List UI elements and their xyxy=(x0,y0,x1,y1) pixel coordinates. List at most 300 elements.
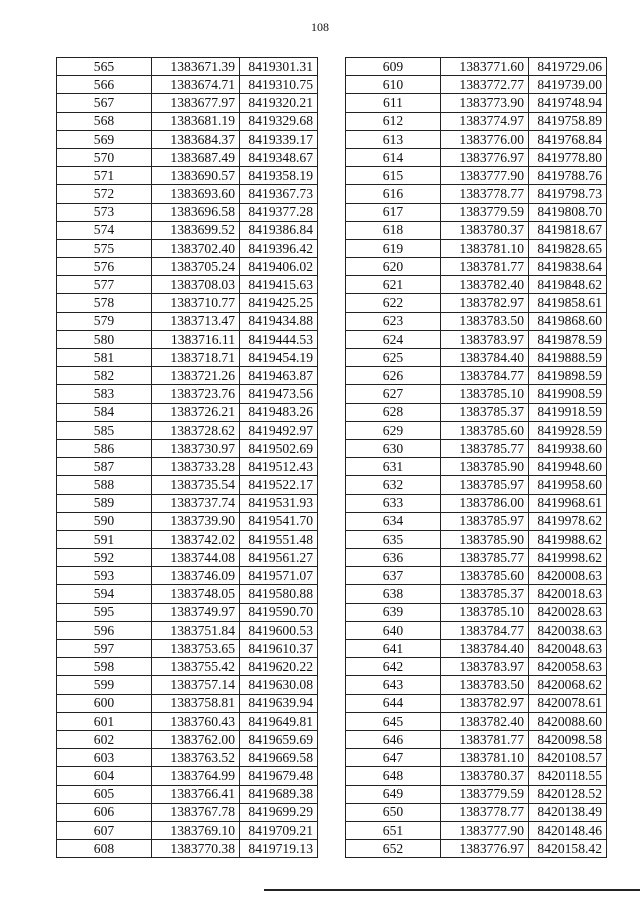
x-coordinate-cell: 1383778.77 xyxy=(441,803,529,821)
table-row xyxy=(346,94,607,112)
x-coordinate-cell: 1383735.54 xyxy=(152,476,240,494)
y-coordinate-cell: 8419339.17 xyxy=(240,130,318,148)
x-coordinate-cell: 1383742.02 xyxy=(152,530,240,548)
point-number-cell: 589 xyxy=(57,494,152,512)
y-coordinate-cell: 8419444.53 xyxy=(240,330,318,348)
x-coordinate-cell: 1383784.40 xyxy=(441,349,529,367)
y-coordinate-cell: 8419908.59 xyxy=(529,385,607,403)
x-coordinate-cell: 1383780.37 xyxy=(441,221,529,239)
table-row xyxy=(346,621,607,639)
x-coordinate-cell: 1383785.77 xyxy=(441,549,529,567)
point-number-cell: 565 xyxy=(57,58,152,76)
y-coordinate-cell: 8420048.63 xyxy=(529,640,607,658)
table-row xyxy=(57,239,318,257)
y-coordinate-cell: 8419367.73 xyxy=(240,185,318,203)
point-number-cell: 640 xyxy=(346,621,441,639)
y-coordinate-cell: 8419838.64 xyxy=(529,258,607,276)
point-number-cell: 577 xyxy=(57,276,152,294)
table-row xyxy=(346,203,607,221)
bottom-rule xyxy=(264,889,640,891)
y-coordinate-cell: 8419630.08 xyxy=(240,676,318,694)
point-number-cell: 627 xyxy=(346,385,441,403)
point-number-cell: 626 xyxy=(346,367,441,385)
point-number-cell: 566 xyxy=(57,76,152,94)
point-number-cell: 608 xyxy=(57,840,152,858)
x-coordinate-cell: 1383770.38 xyxy=(152,840,240,858)
table-row xyxy=(57,476,318,494)
x-coordinate-cell: 1383677.97 xyxy=(152,94,240,112)
x-coordinate-cell: 1383779.59 xyxy=(441,785,529,803)
x-coordinate-cell: 1383693.60 xyxy=(152,185,240,203)
table-row xyxy=(57,58,318,76)
table-row xyxy=(57,439,318,457)
y-coordinate-cell: 8419551.48 xyxy=(240,530,318,548)
y-coordinate-cell: 8420018.63 xyxy=(529,585,607,603)
y-coordinate-cell: 8419301.31 xyxy=(240,58,318,76)
x-coordinate-cell: 1383781.77 xyxy=(441,730,529,748)
table-row xyxy=(57,530,318,548)
table-row xyxy=(57,567,318,585)
table-row xyxy=(57,803,318,821)
table-row xyxy=(57,385,318,403)
x-coordinate-cell: 1383760.43 xyxy=(152,712,240,730)
point-number-cell: 637 xyxy=(346,567,441,585)
table-row xyxy=(57,221,318,239)
y-coordinate-cell: 8419868.60 xyxy=(529,312,607,330)
y-coordinate-cell: 8419512.43 xyxy=(240,458,318,476)
table-row xyxy=(57,403,318,421)
x-coordinate-cell: 1383784.77 xyxy=(441,367,529,385)
point-number-cell: 613 xyxy=(346,130,441,148)
x-coordinate-cell: 1383776.00 xyxy=(441,130,529,148)
y-coordinate-cell: 8419878.59 xyxy=(529,330,607,348)
x-coordinate-cell: 1383785.90 xyxy=(441,530,529,548)
table-row xyxy=(57,294,318,312)
y-coordinate-cell: 8419798.73 xyxy=(529,185,607,203)
table-row xyxy=(57,185,318,203)
x-coordinate-cell: 1383746.09 xyxy=(152,567,240,585)
point-number-cell: 650 xyxy=(346,803,441,821)
x-coordinate-cell: 1383785.37 xyxy=(441,585,529,603)
y-coordinate-cell: 8419320.21 xyxy=(240,94,318,112)
x-coordinate-cell: 1383684.37 xyxy=(152,130,240,148)
x-coordinate-cell: 1383772.77 xyxy=(441,76,529,94)
table-row xyxy=(346,767,607,785)
point-number-cell: 604 xyxy=(57,767,152,785)
table-row xyxy=(57,330,318,348)
table-row xyxy=(57,821,318,839)
x-coordinate-cell: 1383762.00 xyxy=(152,730,240,748)
point-number-cell: 647 xyxy=(346,749,441,767)
table-row xyxy=(57,421,318,439)
table-row xyxy=(346,276,607,294)
y-coordinate-cell: 8419600.53 xyxy=(240,621,318,639)
x-coordinate-cell: 1383779.59 xyxy=(441,203,529,221)
table-row xyxy=(346,349,607,367)
point-number-cell: 591 xyxy=(57,530,152,548)
x-coordinate-cell: 1383785.10 xyxy=(441,385,529,403)
x-coordinate-cell: 1383687.49 xyxy=(152,148,240,166)
point-number-cell: 631 xyxy=(346,458,441,476)
table-row xyxy=(346,330,607,348)
x-coordinate-cell: 1383767.78 xyxy=(152,803,240,821)
table-row xyxy=(346,221,607,239)
point-number-cell: 645 xyxy=(346,712,441,730)
point-number-cell: 646 xyxy=(346,730,441,748)
x-coordinate-cell: 1383781.10 xyxy=(441,239,529,257)
x-coordinate-cell: 1383723.76 xyxy=(152,385,240,403)
point-number-cell: 630 xyxy=(346,439,441,457)
x-coordinate-cell: 1383783.50 xyxy=(441,312,529,330)
table-row xyxy=(346,476,607,494)
y-coordinate-cell: 8419888.59 xyxy=(529,349,607,367)
table-row xyxy=(57,203,318,221)
point-number-cell: 629 xyxy=(346,421,441,439)
table-row xyxy=(346,658,607,676)
point-number-cell: 636 xyxy=(346,549,441,567)
y-coordinate-cell: 8420128.52 xyxy=(529,785,607,803)
point-number-cell: 648 xyxy=(346,767,441,785)
x-coordinate-cell: 1383708.03 xyxy=(152,276,240,294)
x-coordinate-cell: 1383776.97 xyxy=(441,148,529,166)
table-row xyxy=(346,148,607,166)
table-row xyxy=(57,76,318,94)
page-number: 108 xyxy=(311,20,329,34)
point-number-cell: 572 xyxy=(57,185,152,203)
x-coordinate-cell: 1383769.10 xyxy=(152,821,240,839)
y-coordinate-cell: 8419571.07 xyxy=(240,567,318,585)
y-coordinate-cell: 8419788.76 xyxy=(529,167,607,185)
point-number-cell: 623 xyxy=(346,312,441,330)
x-coordinate-cell: 1383771.60 xyxy=(441,58,529,76)
table-row xyxy=(57,603,318,621)
x-coordinate-cell: 1383783.97 xyxy=(441,330,529,348)
x-coordinate-cell: 1383782.40 xyxy=(441,276,529,294)
y-coordinate-cell: 8419329.68 xyxy=(240,112,318,130)
table-row xyxy=(57,712,318,730)
table-row xyxy=(57,676,318,694)
point-number-cell: 594 xyxy=(57,585,152,603)
table-row xyxy=(57,367,318,385)
y-coordinate-cell: 8419968.61 xyxy=(529,494,607,512)
point-number-cell: 611 xyxy=(346,94,441,112)
point-number-cell: 634 xyxy=(346,512,441,530)
point-number-cell: 599 xyxy=(57,676,152,694)
x-coordinate-cell: 1383721.26 xyxy=(152,367,240,385)
table-row xyxy=(57,694,318,712)
x-coordinate-cell: 1383744.08 xyxy=(152,549,240,567)
table-row xyxy=(346,185,607,203)
x-coordinate-cell: 1383739.90 xyxy=(152,512,240,530)
point-number-cell: 584 xyxy=(57,403,152,421)
y-coordinate-cell: 8420078.61 xyxy=(529,694,607,712)
x-coordinate-cell: 1383764.99 xyxy=(152,767,240,785)
x-coordinate-cell: 1383718.71 xyxy=(152,349,240,367)
table-row xyxy=(346,367,607,385)
point-number-cell: 579 xyxy=(57,312,152,330)
y-coordinate-cell: 8419858.61 xyxy=(529,294,607,312)
point-number-cell: 580 xyxy=(57,330,152,348)
x-coordinate-cell: 1383690.57 xyxy=(152,167,240,185)
point-number-cell: 651 xyxy=(346,821,441,839)
x-coordinate-cell: 1383782.97 xyxy=(441,694,529,712)
point-number-cell: 592 xyxy=(57,549,152,567)
x-coordinate-cell: 1383785.37 xyxy=(441,403,529,421)
y-coordinate-cell: 8419561.27 xyxy=(240,549,318,567)
y-coordinate-cell: 8419454.19 xyxy=(240,349,318,367)
point-number-cell: 575 xyxy=(57,239,152,257)
y-coordinate-cell: 8419958.60 xyxy=(529,476,607,494)
y-coordinate-cell: 8419818.67 xyxy=(529,221,607,239)
y-coordinate-cell: 8419988.62 xyxy=(529,530,607,548)
point-number-cell: 628 xyxy=(346,403,441,421)
y-coordinate-cell: 8419679.48 xyxy=(240,767,318,785)
point-number-cell: 573 xyxy=(57,203,152,221)
point-number-cell: 602 xyxy=(57,730,152,748)
y-coordinate-cell: 8419918.59 xyxy=(529,403,607,421)
point-number-cell: 605 xyxy=(57,785,152,803)
y-coordinate-cell: 8420138.49 xyxy=(529,803,607,821)
y-coordinate-cell: 8419709.21 xyxy=(240,821,318,839)
y-coordinate-cell: 8419808.70 xyxy=(529,203,607,221)
point-number-cell: 609 xyxy=(346,58,441,76)
y-coordinate-cell: 8420068.62 xyxy=(529,676,607,694)
x-coordinate-cell: 1383774.97 xyxy=(441,112,529,130)
table-row xyxy=(57,640,318,658)
y-coordinate-cell: 8419522.17 xyxy=(240,476,318,494)
x-coordinate-cell: 1383781.10 xyxy=(441,749,529,767)
y-coordinate-cell: 8419748.94 xyxy=(529,94,607,112)
y-coordinate-cell: 8419669.58 xyxy=(240,749,318,767)
y-coordinate-cell: 8419719.13 xyxy=(240,840,318,858)
point-number-cell: 635 xyxy=(346,530,441,548)
table-row xyxy=(346,603,607,621)
point-number-cell: 633 xyxy=(346,494,441,512)
y-coordinate-cell: 8419998.62 xyxy=(529,549,607,567)
y-coordinate-cell: 8419610.37 xyxy=(240,640,318,658)
y-coordinate-cell: 8420058.63 xyxy=(529,658,607,676)
x-coordinate-cell: 1383777.90 xyxy=(441,167,529,185)
table-row xyxy=(346,821,607,839)
table-row xyxy=(346,112,607,130)
table-row xyxy=(346,585,607,603)
table-row xyxy=(346,167,607,185)
point-number-cell: 624 xyxy=(346,330,441,348)
point-number-cell: 588 xyxy=(57,476,152,494)
x-coordinate-cell: 1383696.58 xyxy=(152,203,240,221)
coordinates-table-left xyxy=(56,57,318,858)
table-row xyxy=(346,58,607,76)
point-number-cell: 587 xyxy=(57,458,152,476)
x-coordinate-cell: 1383753.65 xyxy=(152,640,240,658)
x-coordinate-cell: 1383671.39 xyxy=(152,58,240,76)
y-coordinate-cell: 8419898.59 xyxy=(529,367,607,385)
table-row xyxy=(57,258,318,276)
table-row xyxy=(57,167,318,185)
table-row xyxy=(346,403,607,421)
point-number-cell: 583 xyxy=(57,385,152,403)
x-coordinate-cell: 1383702.40 xyxy=(152,239,240,257)
y-coordinate-cell: 8419348.67 xyxy=(240,148,318,166)
point-number-cell: 598 xyxy=(57,658,152,676)
x-coordinate-cell: 1383783.97 xyxy=(441,658,529,676)
table-row xyxy=(346,803,607,821)
x-coordinate-cell: 1383777.90 xyxy=(441,821,529,839)
y-coordinate-cell: 8419848.62 xyxy=(529,276,607,294)
table-row xyxy=(346,512,607,530)
point-number-cell: 601 xyxy=(57,712,152,730)
table-row xyxy=(346,840,607,858)
x-coordinate-cell: 1383763.52 xyxy=(152,749,240,767)
y-coordinate-cell: 8419463.87 xyxy=(240,367,318,385)
point-number-cell: 581 xyxy=(57,349,152,367)
point-number-cell: 576 xyxy=(57,258,152,276)
x-coordinate-cell: 1383773.90 xyxy=(441,94,529,112)
x-coordinate-cell: 1383781.77 xyxy=(441,258,529,276)
x-coordinate-cell: 1383786.00 xyxy=(441,494,529,512)
point-number-cell: 612 xyxy=(346,112,441,130)
x-coordinate-cell: 1383785.97 xyxy=(441,512,529,530)
y-coordinate-cell: 8419928.59 xyxy=(529,421,607,439)
point-number-cell: 643 xyxy=(346,676,441,694)
y-coordinate-cell: 8420038.63 xyxy=(529,621,607,639)
table-row xyxy=(57,621,318,639)
point-number-cell: 641 xyxy=(346,640,441,658)
table-row xyxy=(346,439,607,457)
point-number-cell: 597 xyxy=(57,640,152,658)
y-coordinate-cell: 8420118.55 xyxy=(529,767,607,785)
point-number-cell: 607 xyxy=(57,821,152,839)
point-number-cell: 652 xyxy=(346,840,441,858)
y-coordinate-cell: 8419778.80 xyxy=(529,148,607,166)
table-row xyxy=(346,676,607,694)
y-coordinate-cell: 8419358.19 xyxy=(240,167,318,185)
point-number-cell: 622 xyxy=(346,294,441,312)
table-row xyxy=(346,712,607,730)
point-number-cell: 585 xyxy=(57,421,152,439)
y-coordinate-cell: 8419473.56 xyxy=(240,385,318,403)
point-number-cell: 603 xyxy=(57,749,152,767)
point-number-cell: 638 xyxy=(346,585,441,603)
point-number-cell: 571 xyxy=(57,167,152,185)
table-row xyxy=(57,658,318,676)
point-number-cell: 574 xyxy=(57,221,152,239)
y-coordinate-cell: 8419590.70 xyxy=(240,603,318,621)
y-coordinate-cell: 8419434.88 xyxy=(240,312,318,330)
table-row xyxy=(346,694,607,712)
point-number-cell: 586 xyxy=(57,439,152,457)
y-coordinate-cell: 8419739.00 xyxy=(529,76,607,94)
point-number-cell: 639 xyxy=(346,603,441,621)
table-row xyxy=(346,458,607,476)
x-coordinate-cell: 1383785.77 xyxy=(441,439,529,457)
y-coordinate-cell: 8420098.58 xyxy=(529,730,607,748)
x-coordinate-cell: 1383784.40 xyxy=(441,640,529,658)
table-row xyxy=(346,421,607,439)
table-row xyxy=(346,312,607,330)
y-coordinate-cell: 8419425.25 xyxy=(240,294,318,312)
y-coordinate-cell: 8419699.29 xyxy=(240,803,318,821)
table-row xyxy=(57,512,318,530)
table-row xyxy=(346,258,607,276)
x-coordinate-cell: 1383737.74 xyxy=(152,494,240,512)
y-coordinate-cell: 8419502.69 xyxy=(240,439,318,457)
table-row xyxy=(57,840,318,858)
table-row xyxy=(57,458,318,476)
y-coordinate-cell: 8419386.84 xyxy=(240,221,318,239)
y-coordinate-cell: 8419396.42 xyxy=(240,239,318,257)
y-coordinate-cell: 8419768.84 xyxy=(529,130,607,148)
y-coordinate-cell: 8419492.97 xyxy=(240,421,318,439)
y-coordinate-cell: 8420028.63 xyxy=(529,603,607,621)
y-coordinate-cell: 8419938.60 xyxy=(529,439,607,457)
point-number-cell: 593 xyxy=(57,567,152,585)
x-coordinate-cell: 1383748.05 xyxy=(152,585,240,603)
y-coordinate-cell: 8419649.81 xyxy=(240,712,318,730)
y-coordinate-cell: 8419758.89 xyxy=(529,112,607,130)
table-row xyxy=(57,148,318,166)
table-row xyxy=(57,549,318,567)
table-row xyxy=(346,385,607,403)
x-coordinate-cell: 1383785.60 xyxy=(441,567,529,585)
point-number-cell: 642 xyxy=(346,658,441,676)
y-coordinate-cell: 8419580.88 xyxy=(240,585,318,603)
y-coordinate-cell: 8419639.94 xyxy=(240,694,318,712)
point-number-cell: 614 xyxy=(346,148,441,166)
y-coordinate-cell: 8419541.70 xyxy=(240,512,318,530)
x-coordinate-cell: 1383751.84 xyxy=(152,621,240,639)
x-coordinate-cell: 1383784.77 xyxy=(441,621,529,639)
table-row xyxy=(57,730,318,748)
y-coordinate-cell: 8419377.28 xyxy=(240,203,318,221)
y-coordinate-cell: 8420008.63 xyxy=(529,567,607,585)
table-row xyxy=(57,785,318,803)
coordinates-table-right xyxy=(345,57,607,858)
y-coordinate-cell: 8420088.60 xyxy=(529,712,607,730)
y-coordinate-cell: 8419406.02 xyxy=(240,258,318,276)
y-coordinate-cell: 8419948.60 xyxy=(529,458,607,476)
y-coordinate-cell: 8419689.38 xyxy=(240,785,318,803)
point-number-cell: 568 xyxy=(57,112,152,130)
point-number-cell: 600 xyxy=(57,694,152,712)
x-coordinate-cell: 1383728.62 xyxy=(152,421,240,439)
point-number-cell: 616 xyxy=(346,185,441,203)
table-row xyxy=(346,294,607,312)
point-number-cell: 610 xyxy=(346,76,441,94)
x-coordinate-cell: 1383782.40 xyxy=(441,712,529,730)
point-number-cell: 644 xyxy=(346,694,441,712)
point-number-cell: 649 xyxy=(346,785,441,803)
x-coordinate-cell: 1383749.97 xyxy=(152,603,240,621)
point-number-cell: 569 xyxy=(57,130,152,148)
y-coordinate-cell: 8419729.06 xyxy=(529,58,607,76)
table-row xyxy=(57,749,318,767)
table-row xyxy=(346,494,607,512)
point-number-cell: 590 xyxy=(57,512,152,530)
table-row xyxy=(346,567,607,585)
point-number-cell: 596 xyxy=(57,621,152,639)
y-coordinate-cell: 8419659.69 xyxy=(240,730,318,748)
x-coordinate-cell: 1383710.77 xyxy=(152,294,240,312)
table-row xyxy=(346,785,607,803)
x-coordinate-cell: 1383681.19 xyxy=(152,112,240,130)
point-number-cell: 620 xyxy=(346,258,441,276)
y-coordinate-cell: 8420148.46 xyxy=(529,821,607,839)
x-coordinate-cell: 1383766.41 xyxy=(152,785,240,803)
y-coordinate-cell: 8419483.26 xyxy=(240,403,318,421)
x-coordinate-cell: 1383776.97 xyxy=(441,840,529,858)
x-coordinate-cell: 1383713.47 xyxy=(152,312,240,330)
